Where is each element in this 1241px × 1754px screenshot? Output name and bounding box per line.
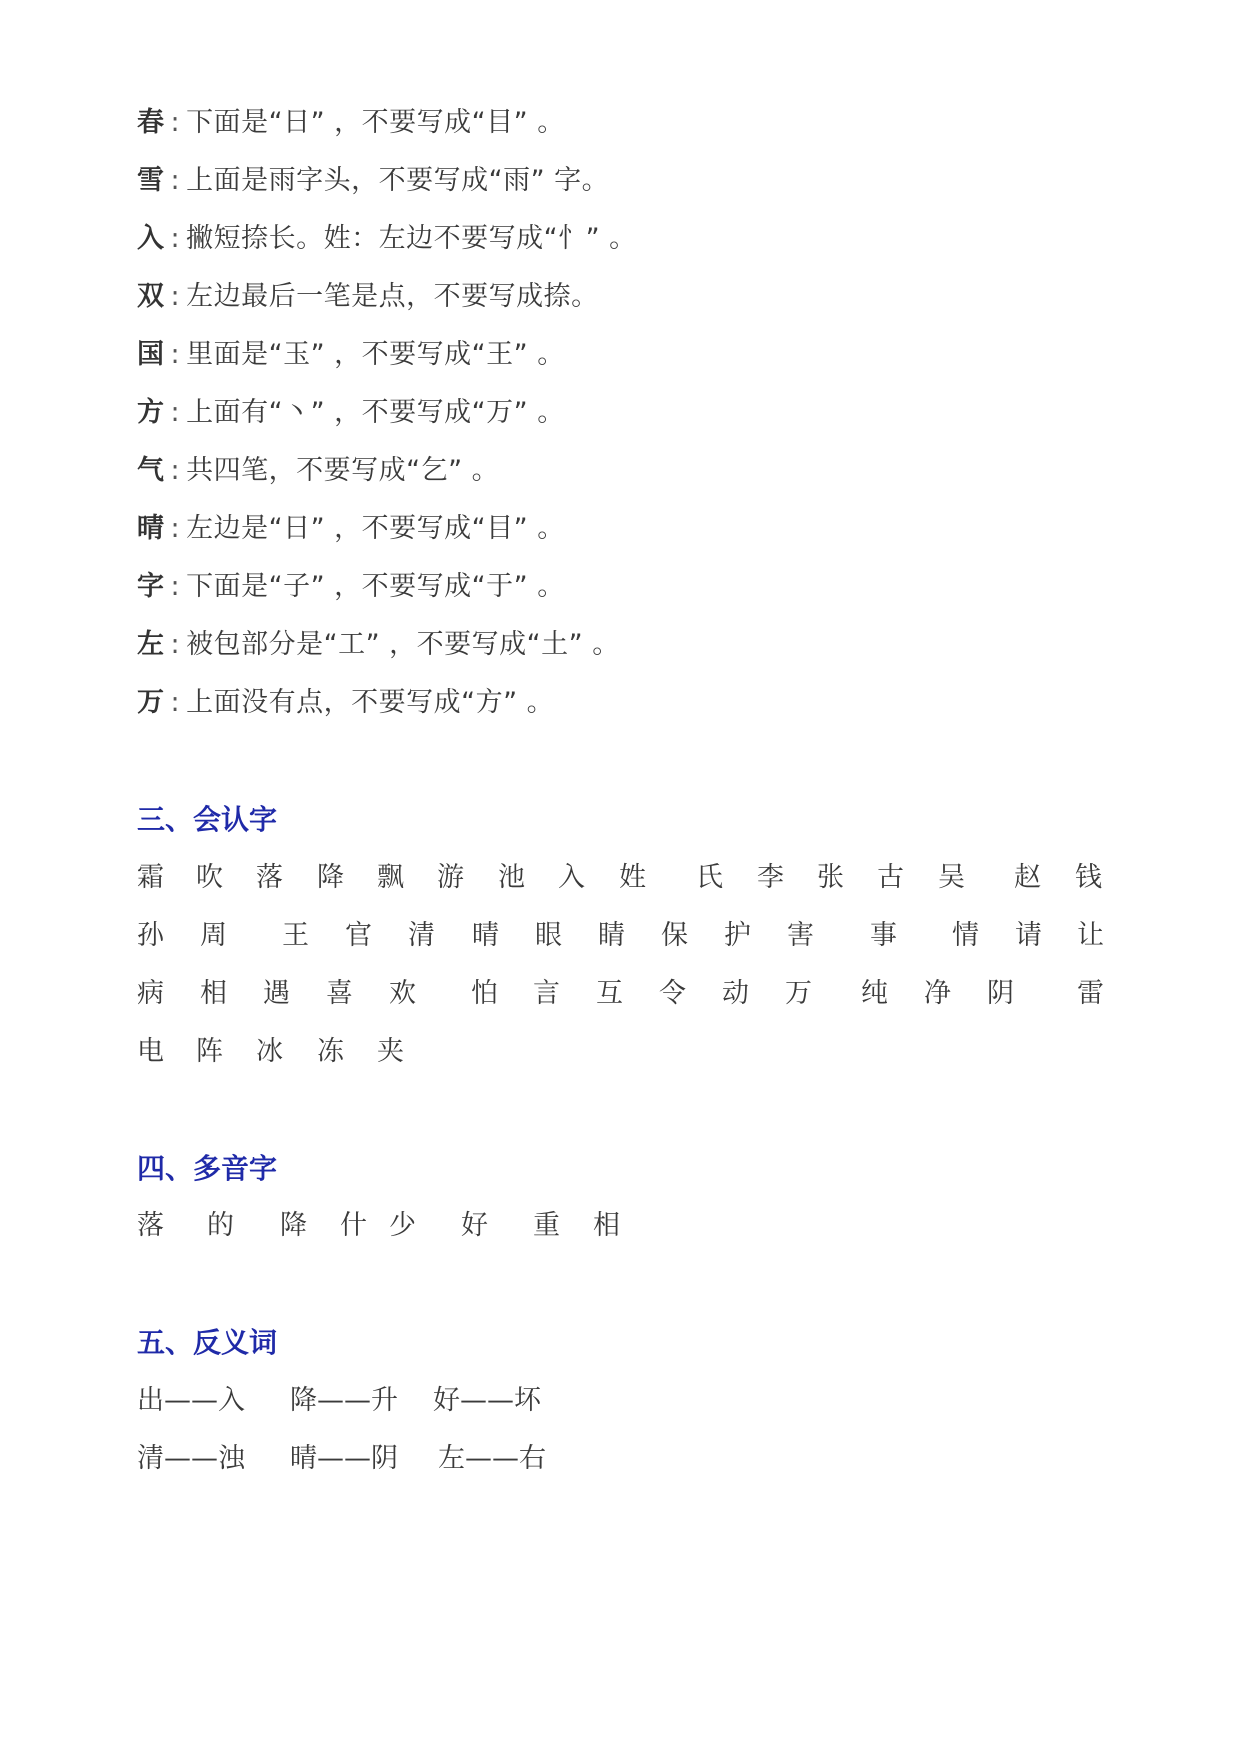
char-row	[137, 1032, 1112, 1072]
char-item: 事	[870, 920, 897, 951]
char-item: 晴	[472, 920, 499, 951]
char-item: 病	[137, 978, 164, 1009]
note-line	[137, 625, 620, 665]
char-item: 官	[345, 920, 372, 951]
char-item: 相	[200, 978, 227, 1009]
char-item: 氏	[696, 862, 723, 893]
note-separator: :	[170, 165, 181, 196]
note-text: 左边最后一笔是点，不要写成捺。	[186, 281, 599, 312]
note-line	[137, 451, 499, 491]
note-char: 双	[137, 281, 165, 312]
char-item: 遇	[263, 978, 290, 1009]
antonym-pair: 出——入	[137, 1385, 245, 1416]
char-item: 欢	[389, 978, 416, 1009]
char-item: 电	[137, 1036, 164, 1067]
note-separator: :	[170, 513, 181, 544]
note-line	[137, 277, 599, 317]
note-separator: :	[170, 281, 181, 312]
note-separator: :	[170, 397, 181, 428]
char-item: 吹	[196, 862, 223, 893]
char-item: 少	[389, 1210, 416, 1241]
char-item: 让	[1077, 920, 1104, 951]
note-line	[137, 219, 637, 259]
char-item: 夹	[377, 1036, 404, 1067]
char-item: 害	[787, 920, 814, 951]
note-text: 上面没有点，不要写成“方” 。	[186, 687, 555, 718]
char-item: 李	[757, 862, 784, 893]
note-separator: :	[170, 455, 181, 486]
char-item: 雷	[1077, 978, 1104, 1009]
char-item: 护	[724, 920, 751, 951]
note-text: 里面是“玉” ，不要写成“王” 。	[186, 339, 565, 370]
note-separator: :	[170, 107, 181, 138]
note-separator: :	[170, 339, 181, 370]
char-item: 吴	[938, 862, 965, 893]
char-item: 睛	[598, 920, 625, 951]
note-text: 上面是雨字头，不要写成“雨” 字。	[186, 165, 610, 196]
char-item: 重	[533, 1210, 560, 1241]
char-item: 周	[200, 920, 227, 951]
note-line	[137, 393, 565, 433]
char-item: 飘	[377, 862, 404, 893]
note-separator: :	[170, 687, 181, 718]
char-row	[137, 974, 1112, 1014]
char-item: 情	[952, 920, 979, 951]
char-item: 互	[596, 978, 623, 1009]
char-item: 王	[282, 920, 309, 951]
char-item: 清	[408, 920, 435, 951]
char-item: 相	[593, 1210, 620, 1241]
note-line	[137, 683, 554, 723]
char-item: 降	[280, 1210, 307, 1241]
char-item: 什	[340, 1210, 367, 1241]
char-item: 令	[659, 978, 686, 1009]
note-char: 字	[137, 571, 165, 602]
note-char: 雪	[137, 165, 165, 196]
char-item: 钱	[1075, 862, 1102, 893]
char-item: 万	[785, 978, 812, 1009]
antonym-pair: 左——右	[438, 1443, 546, 1474]
char-item: 的	[207, 1210, 234, 1241]
char-item: 好	[461, 1210, 488, 1241]
note-text: 下面是“日” ，不要写成“目” 。	[186, 107, 565, 138]
note-line	[137, 509, 565, 549]
note-separator: :	[170, 629, 181, 660]
char-item: 动	[722, 978, 749, 1009]
char-item: 古	[877, 862, 904, 893]
note-text: 上面有“丶” ，不要写成“万” 。	[186, 397, 565, 428]
antonym-pair: 降——升	[290, 1385, 398, 1416]
char-item: 冰	[256, 1036, 283, 1067]
char-item: 言	[533, 978, 560, 1009]
note-char: 国	[137, 339, 165, 370]
note-char: 方	[137, 397, 165, 428]
antonym-pair: 清——浊	[137, 1443, 245, 1474]
char-item: 赵	[1014, 862, 1041, 893]
note-char: 左	[137, 629, 165, 660]
char-item: 阵	[196, 1036, 223, 1067]
note-text: 下面是“子” ，不要写成“于” 。	[186, 571, 565, 602]
note-char: 气	[137, 455, 165, 486]
char-item: 落	[137, 1210, 164, 1241]
char-item: 降	[317, 862, 344, 893]
antonym-row	[137, 1381, 1112, 1421]
char-item: 怕	[471, 978, 498, 1009]
note-text: 被包部分是“工” ，不要写成“土” 。	[186, 629, 620, 660]
note-char: 万	[137, 687, 165, 718]
note-text: 左边是“日” ，不要写成“目” 。	[186, 513, 565, 544]
char-item: 姓	[619, 862, 646, 893]
char-item: 霜	[137, 862, 164, 893]
char-item: 张	[817, 862, 844, 893]
char-row	[137, 916, 1112, 956]
polyphonic-row	[137, 1206, 1112, 1246]
section-heading-polyphonic: 四、多音字	[137, 1152, 278, 1185]
char-item: 池	[498, 862, 525, 893]
antonym-pair: 晴——阴	[290, 1443, 398, 1474]
char-item: 落	[256, 862, 283, 893]
char-item: 眼	[535, 920, 562, 951]
note-line	[137, 335, 565, 375]
note-separator: :	[170, 571, 181, 602]
char-item: 保	[661, 920, 688, 951]
note-line	[137, 161, 609, 201]
char-item: 孙	[137, 920, 164, 951]
section-heading-recognize: 三、会认字	[137, 803, 278, 836]
char-item: 请	[1015, 920, 1042, 951]
note-char: 春	[137, 107, 165, 138]
note-char: 入	[137, 223, 165, 254]
char-row	[137, 858, 1112, 898]
char-item: 喜	[326, 978, 353, 1009]
char-item: 游	[437, 862, 464, 893]
antonym-row	[137, 1439, 1112, 1479]
note-char: 晴	[137, 513, 165, 544]
note-text: 撇短捺长。姓：左边不要写成“忄” 。	[186, 223, 637, 254]
section-heading-antonyms: 五、反义词	[137, 1326, 278, 1359]
antonym-pair: 好——坏	[433, 1385, 541, 1416]
note-line	[137, 103, 565, 143]
char-item: 阴	[987, 978, 1014, 1009]
note-line	[137, 567, 565, 607]
note-text: 共四笔，不要写成“乞” 。	[186, 455, 500, 486]
char-item: 净	[924, 978, 951, 1009]
char-item: 冻	[317, 1036, 344, 1067]
char-item: 纯	[861, 978, 888, 1009]
note-separator: :	[170, 223, 181, 254]
char-item: 入	[558, 862, 585, 893]
